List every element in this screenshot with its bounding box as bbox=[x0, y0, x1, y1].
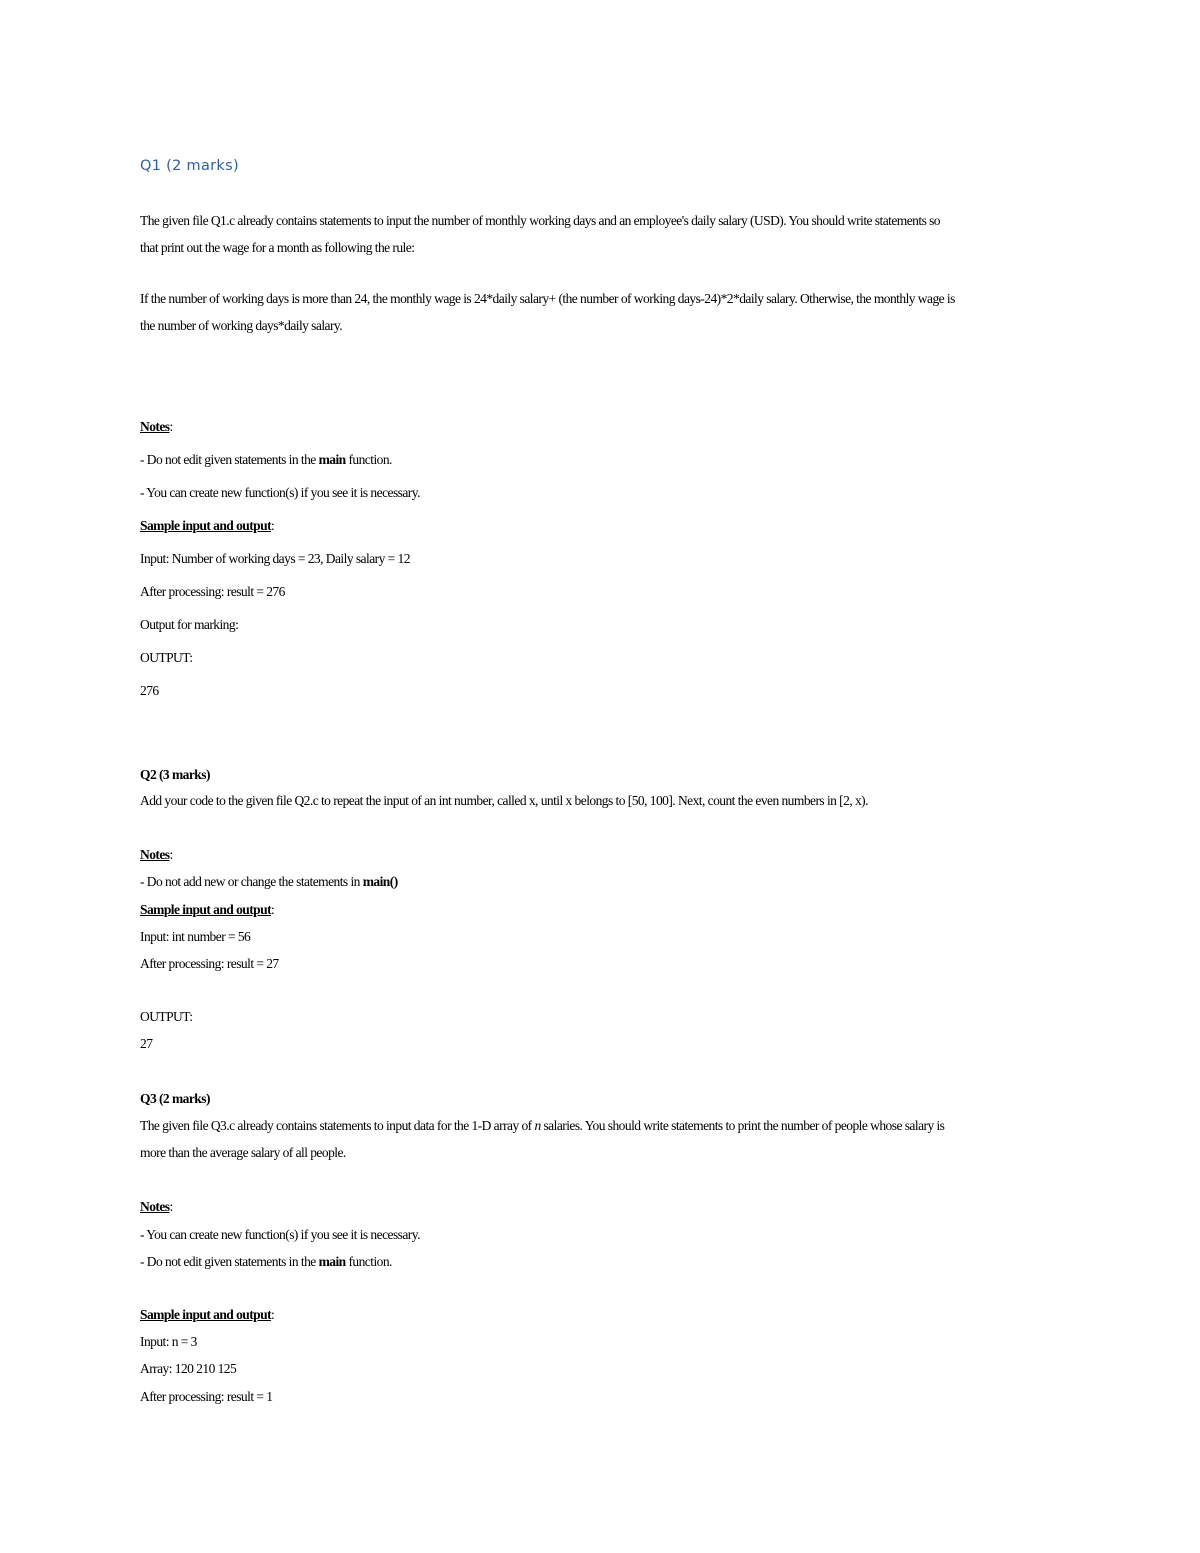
q2-notes: Notes: bbox=[140, 847, 173, 862]
q3-description-line-2: more than the average salary of all people. bbox=[140, 1145, 346, 1160]
q2-notes-label: Notes bbox=[140, 847, 170, 862]
q2-sample-after: After processing: result = 27 bbox=[140, 956, 279, 971]
q1-notes-label: Notes bbox=[140, 419, 170, 434]
q3-sample-label: Sample input and output bbox=[140, 1307, 272, 1322]
q1-heading: Q1 (2 marks) bbox=[140, 158, 239, 174]
q1-description-line-1: The given file Q1.c already contains statements to input the number of monthly working days and an employee's daily salary (USD). You should write statements so bbox=[140, 213, 941, 228]
q2-description: Add your code to the given file Q2.c to repeat the input of an int number, called x, until x belongs to [50, 100]. Next, count the even numbers in [2, x). bbox=[140, 793, 868, 808]
q1-output-for-marking: Output for marking: bbox=[140, 617, 239, 632]
q3-note-1: - You can create new function(s) if you see it is necessary. bbox=[140, 1227, 420, 1242]
q2-sample-label: Sample input and output bbox=[140, 902, 272, 917]
q1-note-2: - You can create new function(s) if you see it is necessary. bbox=[140, 485, 420, 500]
q2-note-1: - Do not add new or change the statements in main() bbox=[140, 874, 398, 889]
q1-sample-input: Input: Number of working days = 23, Daily salary = 12 bbox=[140, 551, 410, 566]
q3-sample-array: Array: 120 210 125 bbox=[140, 1361, 237, 1376]
q2-output-value: 27 bbox=[140, 1036, 153, 1051]
q3-sample-input: Input: n = 3 bbox=[140, 1334, 197, 1349]
q3-notes: Notes: bbox=[140, 1199, 173, 1214]
q1-rule-line-2: the number of working days*daily salary. bbox=[140, 318, 343, 333]
q1-rule-line-1: If the number of working days is more than 24, the monthly wage is 24*daily salary+ (the number of working days-24)*2*daily salary. Otherwise, the monthly wage is bbox=[140, 291, 955, 306]
q1-sample: Sample input and output: bbox=[140, 518, 275, 533]
q3-sample-after: After processing: result = 1 bbox=[140, 1389, 273, 1404]
q3-description-line-1: The given file Q3.c already contains statements to input data for the 1-D array of n salaries. You should write statements to print the number of people whose salary is bbox=[140, 1118, 945, 1133]
q2-sample-input: Input: int number = 56 bbox=[140, 929, 251, 944]
q1-sample-after: After processing: result = 276 bbox=[140, 584, 285, 599]
q3-sample: Sample input and output: bbox=[140, 1307, 275, 1322]
q3-heading: Q3 (2 marks) bbox=[140, 1091, 210, 1106]
q3-note-2: - Do not edit given statements in the main function. bbox=[140, 1254, 392, 1269]
q2-output-label: OUTPUT: bbox=[140, 1009, 193, 1024]
q1-sample-label: Sample input and output bbox=[140, 518, 272, 533]
q2-sample: Sample input and output: bbox=[140, 902, 275, 917]
q3-notes-label: Notes bbox=[140, 1199, 170, 1214]
q1-description-line-2: that print out the wage for a month as following the rule: bbox=[140, 240, 415, 255]
q1-note-1: - Do not edit given statements in the main function. bbox=[140, 452, 392, 467]
q1-output-value: 276 bbox=[140, 683, 159, 698]
q2-heading: Q2 (3 marks) bbox=[140, 767, 210, 782]
q1-output-label: OUTPUT: bbox=[140, 650, 193, 665]
q1-notes: Notes: bbox=[140, 419, 173, 434]
